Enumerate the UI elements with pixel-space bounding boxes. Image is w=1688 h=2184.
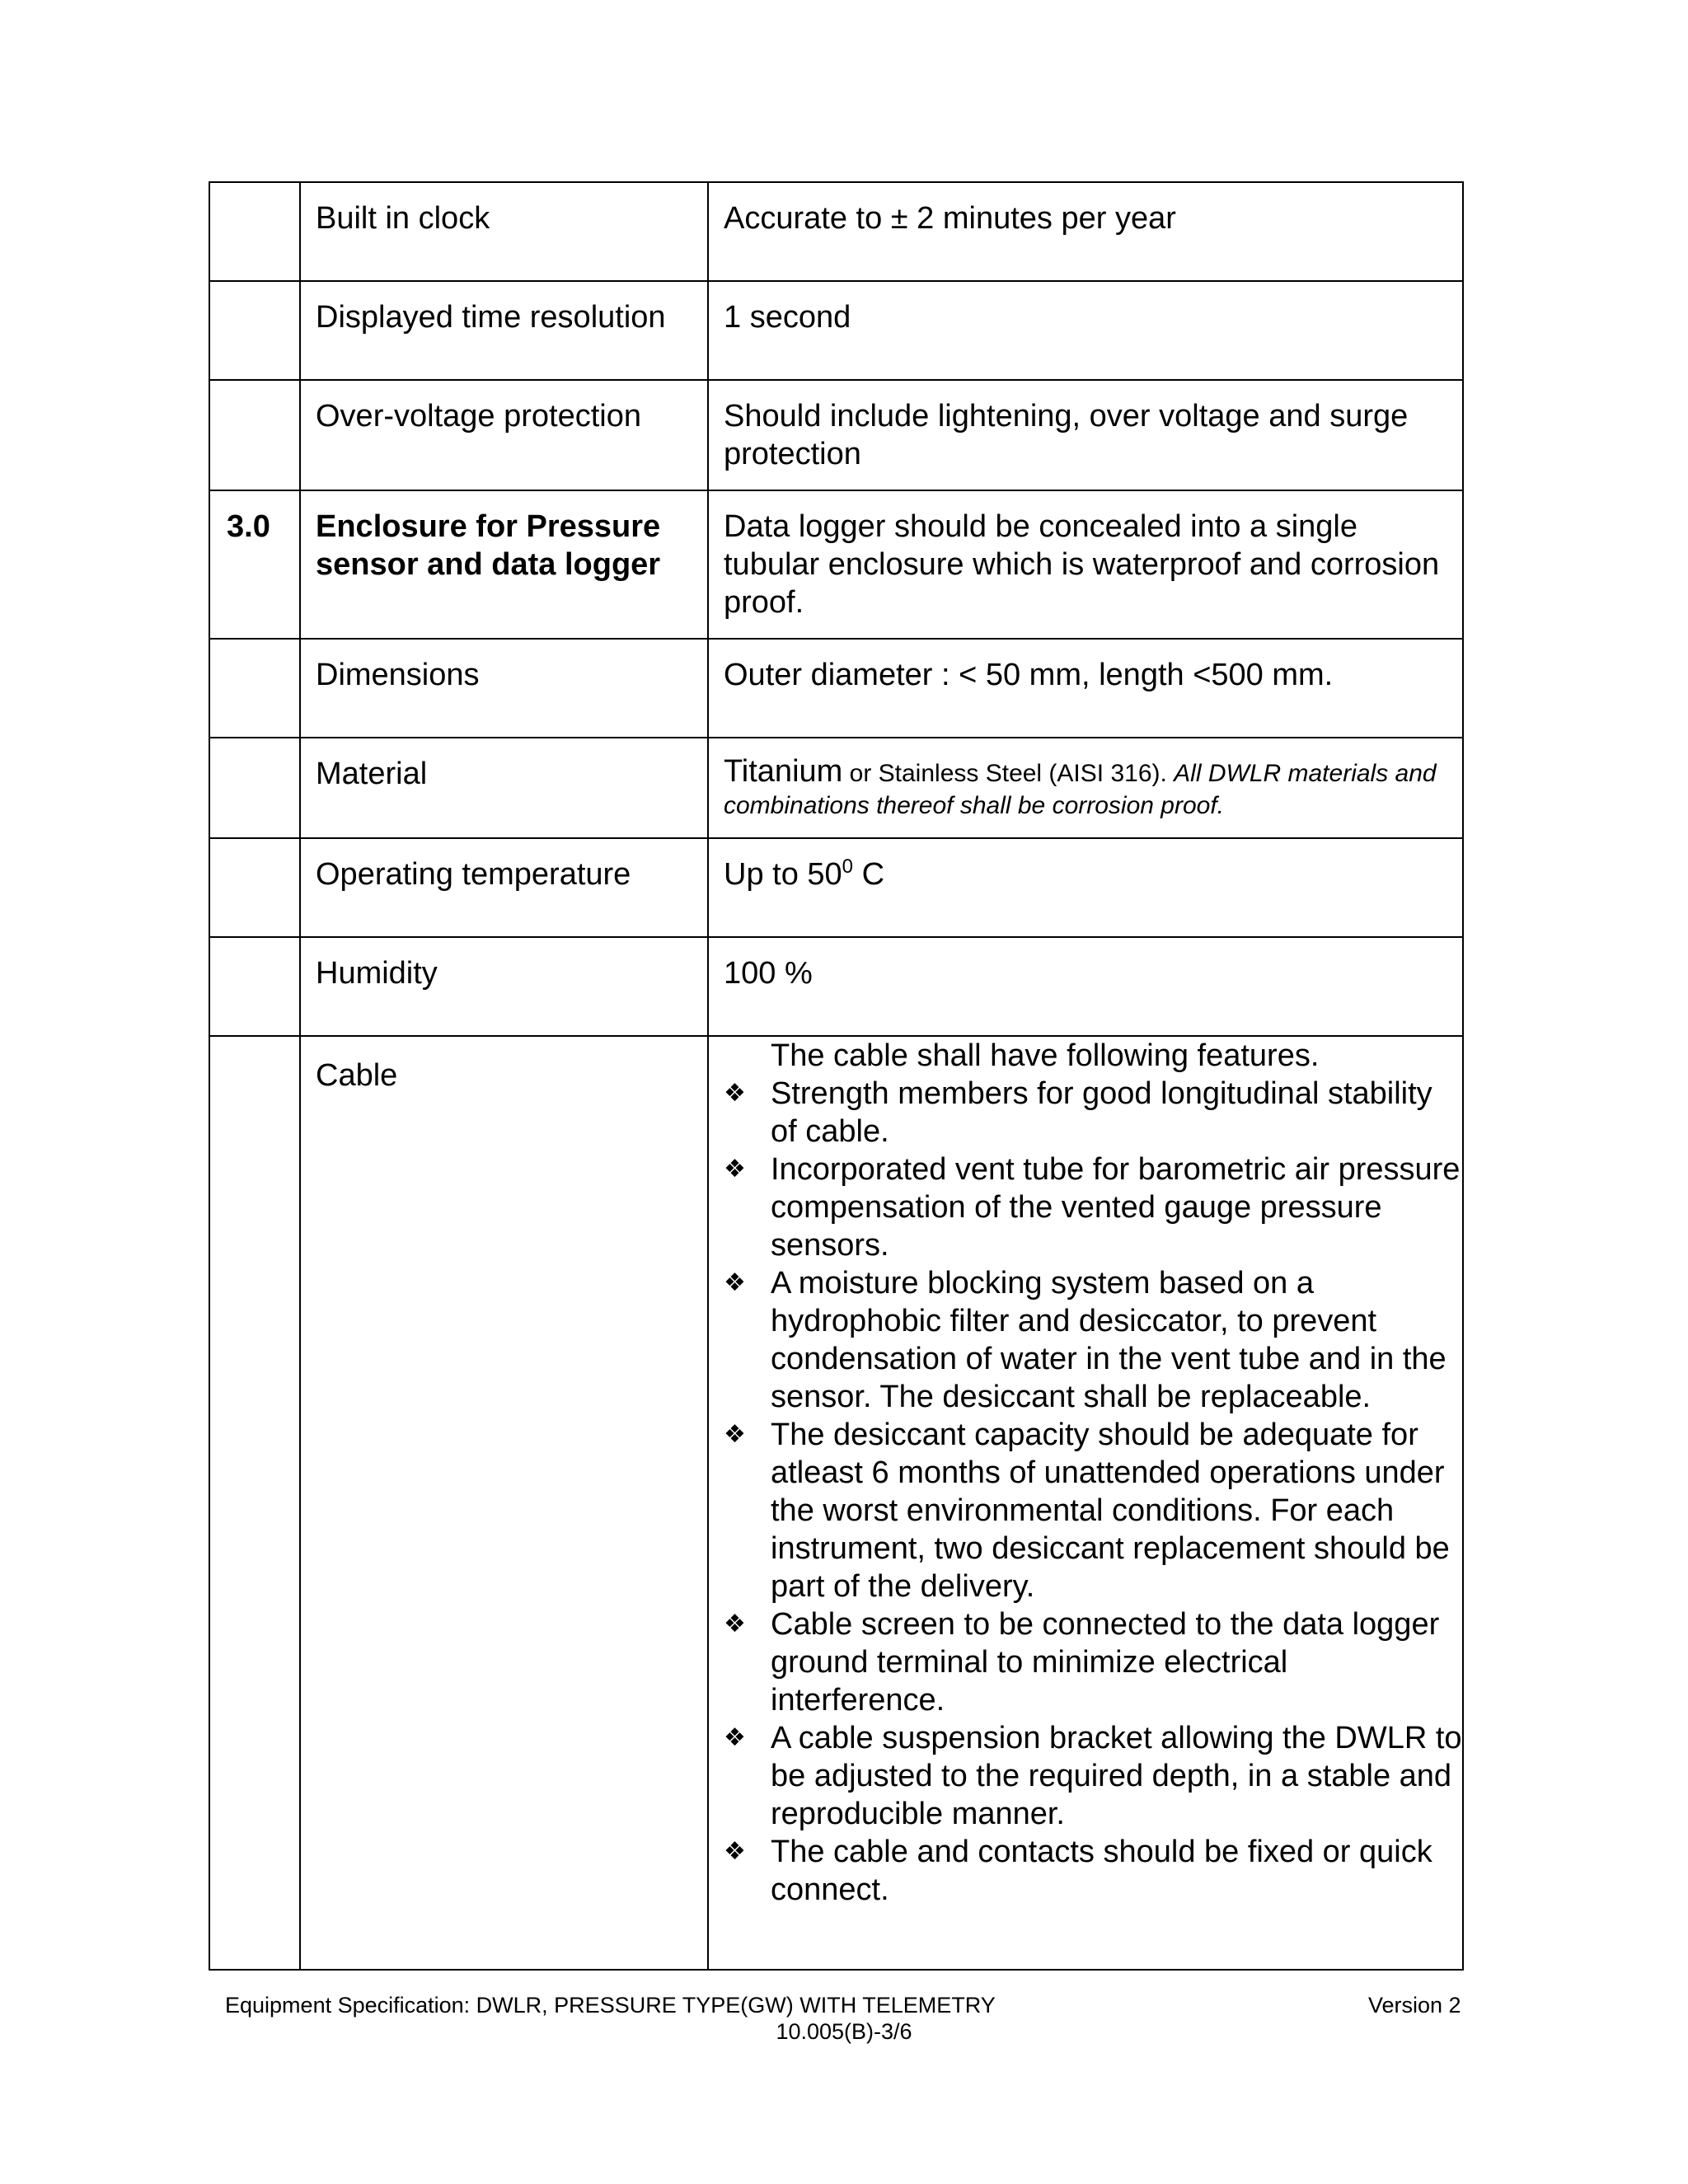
specification-cell: Should include lightening, over voltage and surge protection [708,380,1463,490]
footer-page-number: 10.005(B)-3/6 [776,2019,912,2044]
list-item: ❖ The cable and contacts should be fixed or quick connect. [724,1835,1432,1907]
specification-cell: 100 % [708,937,1463,1036]
diamond-bullet-icon: ❖ [724,1155,746,1183]
diamond-bullet-icon: ❖ [724,1079,746,1108]
list-item: ❖ A cable suspension bracket allowing the DWLR to be adjusted to the required depth, in a stable and reproducible manner. [724,1721,1462,1831]
section-heading: Enclosure for Pressure sensor and data logger [316,509,661,582]
row-number-cell [209,1036,300,1970]
row-number-cell [209,182,300,281]
table-row [209,738,1463,838]
list-item: ❖ Incorporated vent tube for barometric air pressure compensation of the vented gauge pressure sensors. [724,1152,1461,1263]
row-number-cell: 3.0 [209,490,300,639]
specification-cell [708,1036,1463,1970]
list-item: ❖ Cable screen to be connected to the data logger ground terminal to minimize electrical interference. [724,1607,1440,1718]
table-row [209,490,1463,639]
row-number-cell [209,838,300,937]
diamond-bullet-icon: ❖ [724,1420,746,1449]
specification-cell: Outer diameter : < 50 mm, length <500 mm. [708,639,1463,738]
parameter-cell: Humidity [300,937,708,1036]
footer-version: Version 2 [1368,1993,1461,2018]
parameter-cell: Material [300,738,708,838]
table-row [209,838,1463,937]
specification-table [209,181,1464,1971]
material-main: Titanium [724,754,843,789]
list-item: ❖ A moisture blocking system based on a hydrophobic filter and desiccator, to prevent condensation of water in the vent tube and in the sensor. The desiccant shall be replaceable. [724,1266,1447,1414]
table-row [209,1036,1463,1970]
parameter-cell: Cable [300,1036,708,1970]
row-number-cell [209,937,300,1036]
row-number-cell [209,281,300,380]
specification-cell: 1 second [708,281,1463,380]
specification-cell: Accurate to ± 2 minutes per year [708,182,1463,281]
footer-document-title: Equipment Specification: DWLR, PRESSURE TYPE(GW) WITH TELEMETRY [225,1993,996,2018]
degree-superscript: 0 [842,855,854,878]
material-alt: or Stainless Steel (AISI 316). [842,760,1175,787]
list-item: ❖ Strength members for good longitudinal stability of cable. [724,1076,1432,1149]
table-row [209,639,1463,738]
diamond-bullet-icon: ❖ [724,1610,746,1638]
material-note: All DWLR materials and combinations thereof shall be corrosion proof. [724,760,1437,819]
list-item: ❖ The desiccant capacity should be adequate for atleast 6 months of unattended operations under the worst environmental conditions. For each instrument, two desiccant replacement should be part of the delivery. [724,1418,1450,1604]
table-row [209,182,1463,281]
parameter-cell: Dimensions [300,639,708,738]
parameter-cell: Displayed time resolution [300,281,708,380]
specification-cell: Up to $50^0$ C [708,838,1463,937]
cable-features-list [709,1075,1462,1909]
row-number-cell [209,738,300,838]
row-number-cell [209,639,300,738]
specification-cell: Data logger should be concealed into a single tubular enclosure which is waterproof and corrosion proof. [708,490,1463,639]
parameter-cell: Operating temperature [300,838,708,937]
table-row [209,937,1463,1036]
row-number-cell [209,380,300,490]
cable-intro: The cable shall have following features. [771,1038,1320,1073]
parameter-cell: Built in clock [300,182,708,281]
specification-cell [708,738,1463,838]
parameter-cell: Over-voltage protection [300,380,708,490]
parameter-cell [300,490,708,639]
diamond-bullet-icon: ❖ [724,1268,746,1297]
diamond-bullet-icon: ❖ [724,1837,746,1866]
table-row [209,281,1463,380]
table-row [209,380,1463,490]
diamond-bullet-icon: ❖ [724,1723,746,1752]
